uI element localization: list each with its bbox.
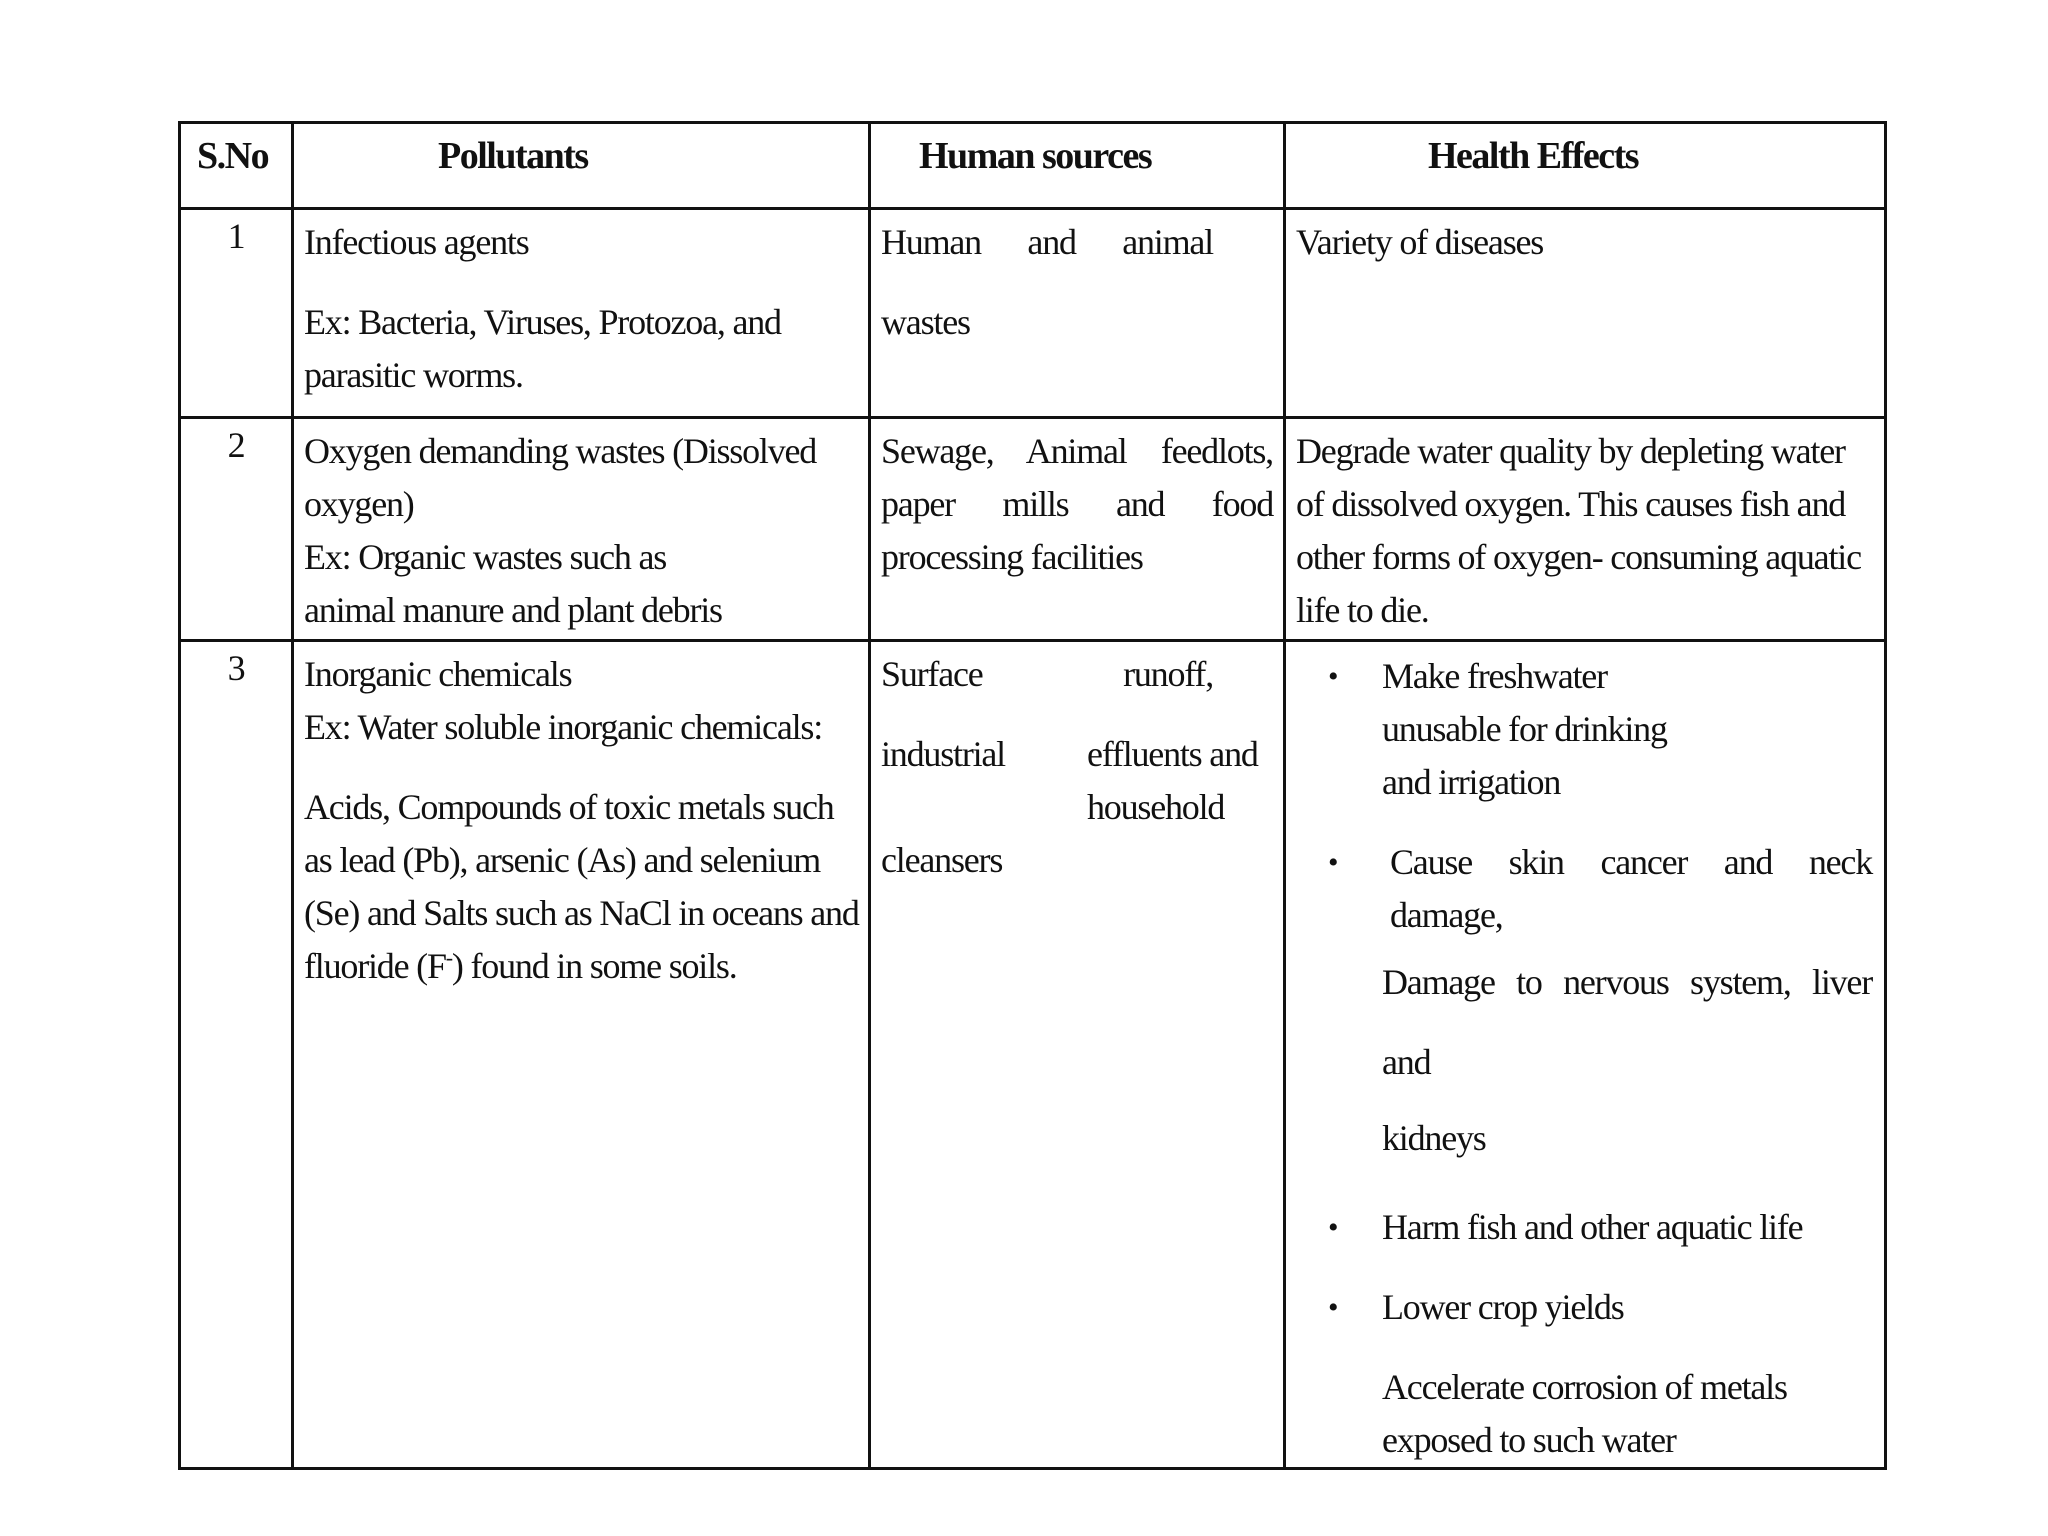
effects-cell — [1285, 209, 1886, 418]
table-header-row — [180, 123, 1886, 209]
table-row — [180, 418, 1886, 641]
header-pollutants: Pollutants — [293, 123, 870, 209]
effects-bullet: • Cause skin cancer and neck damage, Damage to nervous system, liver and kidneys — [1286, 836, 1872, 1174]
sources-cell — [870, 641, 1285, 1469]
row-number: 1 — [180, 209, 293, 418]
sources-line: wastes — [881, 302, 970, 342]
pollutant-name: Infectious agents — [304, 222, 529, 262]
bullet-icon: • — [1328, 1211, 1338, 1244]
pollutant-name: Inorganic chemicals — [304, 654, 572, 694]
header-human-sources: Human sources — [870, 123, 1285, 209]
pollutant-table — [178, 121, 1887, 1470]
sources-line: Human and animal — [881, 222, 1213, 262]
effects-text: Degrade water quality by depleting water of dissolved oxygen. This causes fish and other forms of oxygen- consuming aquatic life to die. — [1296, 431, 1861, 630]
pollutant-cell — [293, 209, 870, 418]
pollutant-example: Ex: Water soluble inorganic chemicals: — [304, 707, 823, 747]
table-row — [180, 641, 1886, 1469]
effects-bullet: • Lower crop yields — [1286, 1281, 1872, 1334]
sources-text: Sewage, Animal feedlots, paper mills and food processing facilities — [881, 431, 1273, 577]
bullet-icon: • — [1328, 1291, 1338, 1324]
pollutant-cell — [293, 641, 870, 1469]
header-sno: S.No — [180, 123, 293, 209]
effects-text: Variety of diseases — [1296, 222, 1544, 262]
effects-bullet-list — [1286, 642, 1884, 1467]
sources-cell — [870, 209, 1285, 418]
effects-cell — [1285, 418, 1886, 641]
pollutant-example: Ex: Organic wastes such as — [304, 537, 667, 577]
pollutant-detail: Acids, Compounds of toxic metals such as lead (Pb), arsenic (As) and selenium (Se) and Salts such as NaCl in oceans and fluoride (F-) found in some soils. — [304, 787, 859, 986]
effects-bullet: • Make freshwater unusable for drinking and irrigation — [1286, 650, 1872, 809]
pollutant-example: Ex: Bacteria, Viruses, Protozoa, and parasitic worms. — [304, 302, 781, 395]
bullet-icon: • — [1328, 846, 1338, 879]
row-number: 2 — [180, 418, 293, 641]
pollutant-cell — [293, 418, 870, 641]
sources-word: household — [1087, 787, 1225, 827]
sources-cell — [870, 418, 1285, 641]
sources-word: Surface — [881, 654, 983, 694]
bullet-icon: • — [1328, 660, 1338, 693]
pollutant-name: Oxygen demanding wastes (Dissolved oxygen) — [304, 431, 817, 524]
pollutant-example: animal manure and plant debris — [304, 590, 722, 630]
header-health-effects: Health Effects — [1285, 123, 1886, 209]
sources-word: industrial — [881, 734, 1005, 774]
sources-word: cleansers — [881, 840, 1003, 880]
effects-bullet: • Harm fish and other aquatic life — [1286, 1201, 1872, 1254]
row-number: 3 — [180, 641, 293, 1469]
effects-tail: Accelerate corrosion of metals exposed to such water — [1382, 1367, 1787, 1460]
table-row — [180, 209, 1886, 418]
sources-word: runoff, — [1123, 654, 1213, 694]
sources-word: effluents and — [1087, 734, 1258, 774]
effects-cell — [1285, 641, 1886, 1469]
